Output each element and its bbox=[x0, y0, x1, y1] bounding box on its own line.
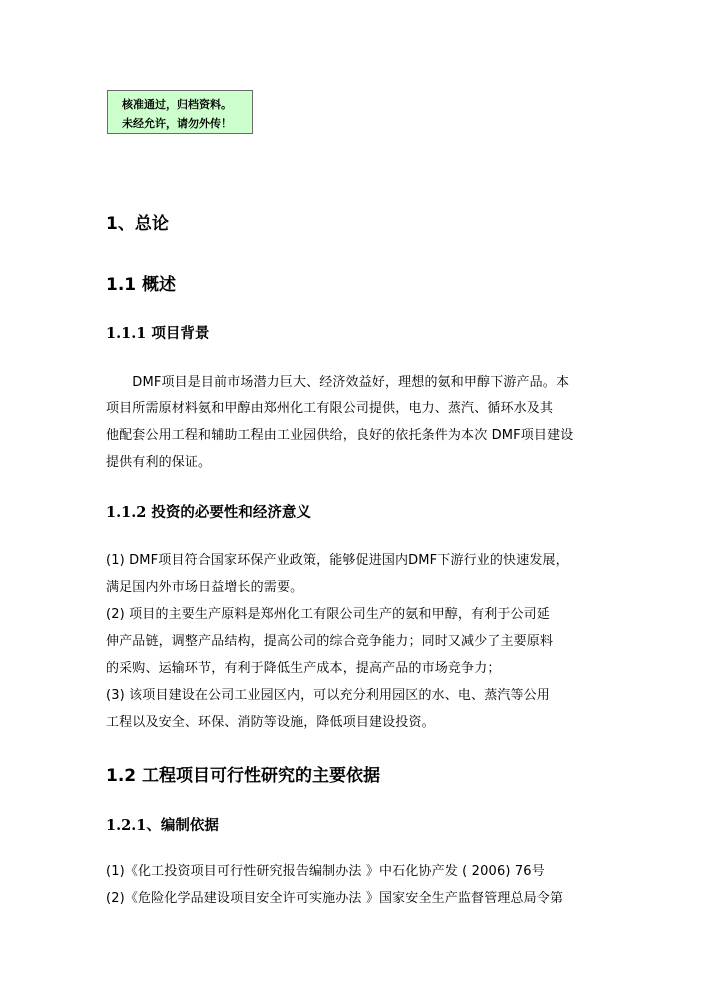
paragraph-line: 的采购、运输环节，有利于降低生产成本，提高产品的市场竞争力； bbox=[106, 661, 501, 676]
subsection-title-1-1-1: 1.1.1 项目背景 bbox=[106, 325, 210, 342]
section-title-1-1: 1.1 概述 bbox=[106, 275, 177, 295]
paragraph-line: (2)《危险化学品建设项目安全许可实施办法 》国家安全生产监督管理总局令第 bbox=[106, 891, 564, 906]
subsection-title-1-2-1: 1.2.1、编制依据 bbox=[106, 817, 219, 834]
chapter-title: 1、总论 bbox=[106, 214, 169, 234]
paragraph-line: (2) 项目的主要生产原料是郑州化工有限公司生产的氨和甲醇，有利于公司延 bbox=[106, 607, 550, 622]
section-title-1-2: 1.2 工程项目可行性研究的主要依据 bbox=[106, 766, 381, 786]
paragraph-line: (1)《化工投资项目可行性研究报告编制办法 》中石化协产发 ( 2006) 76号 bbox=[106, 864, 545, 879]
approval-stamp bbox=[107, 90, 253, 134]
paragraph-line: 满足国内外市场日益增长的需要。 bbox=[106, 580, 304, 595]
paragraph-line: (3) 该项目建设在公司工业园区内，可以充分利用园区的水、电、蒸汽等公用 bbox=[106, 688, 550, 703]
paragraph-line: 项目所需原材料氨和甲醇由郑州化工有限公司提供，电力、蒸汽、循环水及其 bbox=[106, 401, 554, 416]
paragraph-line: (1) DMF项目符合国家环保产业政策，能够促进国内DMF下游行业的快速发展， bbox=[106, 553, 569, 568]
subsection-title-1-1-2: 1.1.2 投资的必要性和经济意义 bbox=[106, 504, 311, 521]
paragraph-line: 提供有利的保证。 bbox=[106, 455, 212, 470]
stamp-line-1: 核准通过，归档资料。 bbox=[122, 98, 232, 111]
paragraph-line: DMF项目是目前市场潜力巨大、经济效益好，理想的氨和甲醇下游产品。本 bbox=[106, 375, 570, 390]
paragraph-line: 伸产品链，调整产品结构，提高公司的综合竞争能力；同时又减少了主要原料 bbox=[106, 634, 554, 649]
paragraph-line: 工程以及安全、环保、消防等设施，降低项目建设投资。 bbox=[106, 715, 435, 730]
paragraph-line: 他配套公用工程和辅助工程由工业园供给，良好的依托条件为本次 DMF项目建设 bbox=[106, 428, 574, 443]
stamp-line-2: 未经允许，请勿外传！ bbox=[122, 117, 232, 130]
